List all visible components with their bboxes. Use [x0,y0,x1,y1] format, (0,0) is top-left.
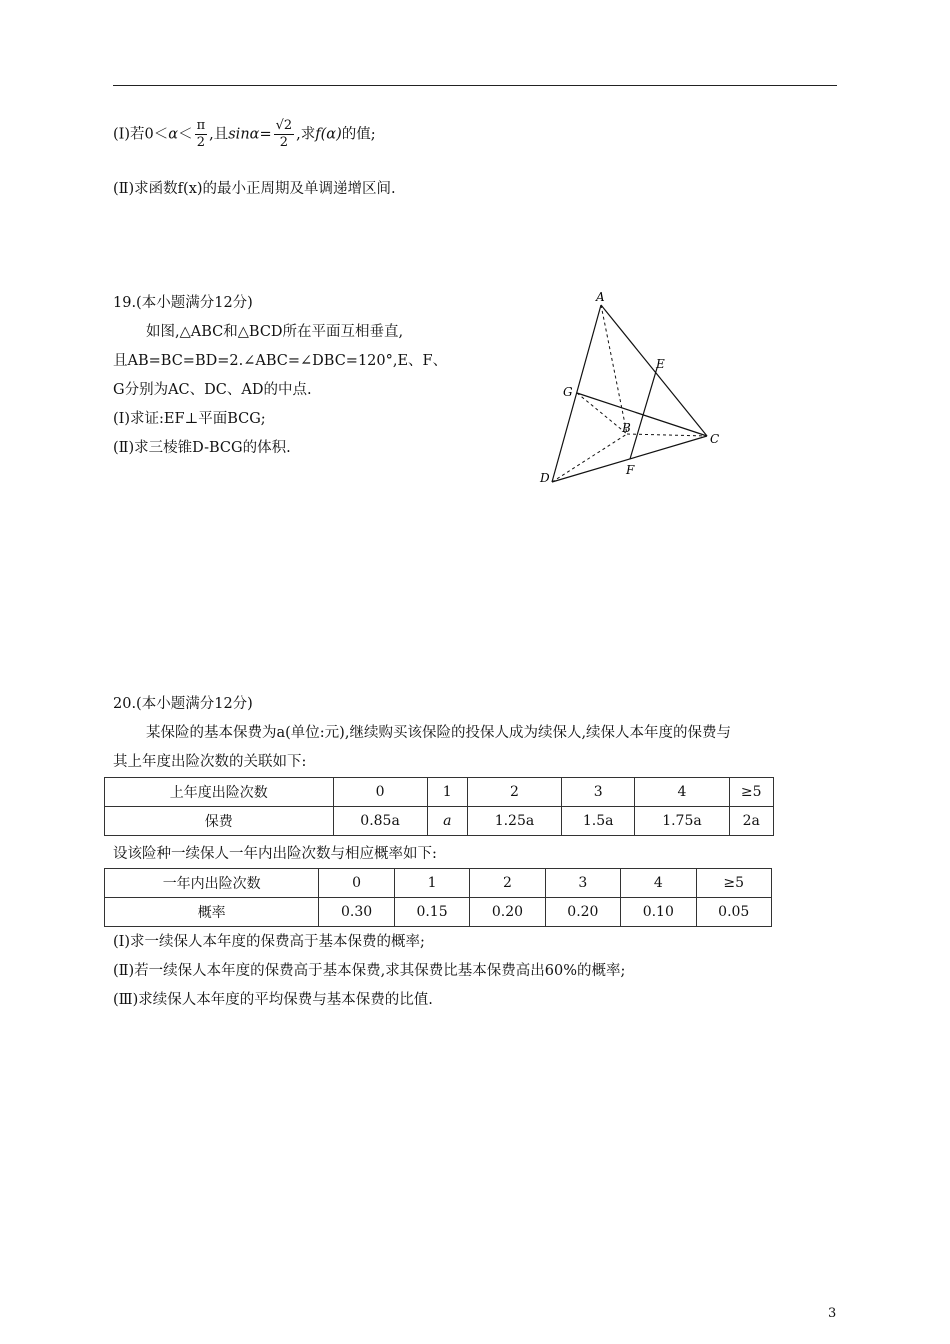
table-cell: 1 [394,869,469,898]
table-row [105,807,774,836]
alpha-symbol: α [168,126,179,143]
table-cell: 上年度出险次数 [105,778,334,807]
table-cell: 0.20 [470,898,545,927]
sqrt2-over-2-fraction [274,118,295,151]
label-G: G [563,385,573,399]
edge-BC [627,434,707,436]
tetrahedron-figure [530,288,730,493]
q20-part1: (Ⅰ)求一续保人本年度的保费高于基本保费的概率; [113,934,425,950]
table-cell: ≥5 [696,869,772,898]
table-cell: 0.85a [333,807,427,836]
table-cell: 保费 [105,807,334,836]
segment-EF [630,368,657,459]
alpha-symbol: α [249,126,260,143]
edge-AC [601,305,707,436]
table-cell: 一年内出险次数 [105,869,319,898]
table-cell: 4 [621,869,696,898]
label-F: F [626,463,635,477]
table-cell: 4 [635,778,729,807]
table-cell: 概率 [105,898,319,927]
equals-symbol: = [259,126,272,143]
premium-table [104,777,774,836]
q18-part1-prefix: (Ⅰ)若0＜ [113,126,169,143]
q18-part1-suffix: ,求 [296,126,316,143]
fraction-numerator: √2 [275,118,293,133]
edge-AB [601,305,627,434]
fraction-numerator: π [196,118,206,133]
sin-text: sin [228,126,250,143]
q20-intro1: 某保险的基本保费为a(单位:元),继续购买该保险的投保人成为续保人,续保人本年度的保费与 [146,725,732,741]
segment-GB [577,393,627,434]
q19-part2: (Ⅱ)求三棱锥D-BCG的体积. [113,440,291,456]
label-C: C [710,432,720,446]
q20-part2: (Ⅱ)若一续保人本年度的保费高于基本保费,求其保费比基本保费高出60%的概率; [113,963,626,979]
table-cell: 0.15 [394,898,469,927]
q20-intro2: 其上年度出险次数的关联如下: [113,754,307,770]
fraction-denominator: 2 [279,135,289,150]
label-A: A [596,290,605,304]
q19-header: 19.(本小题满分12分) [113,295,253,311]
segment-GC [577,393,707,436]
table-row [105,898,772,927]
q19-line1: 如图,△ABC和△BCD所在平面互相垂直, [146,324,404,340]
table-cell: 2 [467,778,561,807]
q20-mid-text: 设该险种一续保人一年内出险次数与相应概率如下: [113,846,437,862]
q18-part1-mid: ,且 [209,126,229,143]
q18-part1-end: 的值; [341,126,376,143]
table-cell: 0 [333,778,427,807]
q19-part1: (Ⅰ)求证:EF⊥平面BCG; [113,411,266,427]
table-cell: 1.75a [635,807,729,836]
table-cell: 3 [545,869,620,898]
q20-header: 20.(本小题满分12分) [113,696,253,712]
table-cell: 0.20 [545,898,620,927]
label-E: E [656,357,665,371]
table-cell: 0 [319,869,394,898]
q18-part1 [113,118,376,151]
probability-table [104,868,772,927]
table-cell: 1 [427,778,467,807]
label-B: B [622,421,631,435]
pi-over-2-fraction [195,118,208,151]
table-cell: 3 [562,778,635,807]
table-cell: 0.30 [319,898,394,927]
table-cell: 0.05 [696,898,772,927]
header-rule [113,85,837,86]
f-alpha-text: f(α) [315,126,342,143]
table-cell: ≥5 [729,778,774,807]
q18-part2: (Ⅱ)求函数f(x)的最小正周期及单调递增区间. [113,181,396,197]
label-D: D [540,471,550,485]
table-cell: 1.5a [562,807,635,836]
q19-line3: G分别为AC、DC、AD的中点. [113,382,312,398]
page-number: 3 [828,1306,837,1321]
fraction-denominator: 2 [196,135,205,150]
table-cell: 2 [470,869,545,898]
table-cell: a [427,807,467,836]
q20-part3: (Ⅲ)求续保人本年度的平均保费与基本保费的比值. [113,992,433,1008]
lt-symbol: ＜ [178,126,193,143]
table-cell: 2a [729,807,774,836]
table-cell: 1.25a [467,807,561,836]
table-cell: 0.10 [621,898,696,927]
table-row [105,778,774,807]
table-row [105,869,772,898]
q19-line2: 且AB=BC=BD=2.∠ABC=∠DBC=120°,E、F、 [113,353,448,369]
